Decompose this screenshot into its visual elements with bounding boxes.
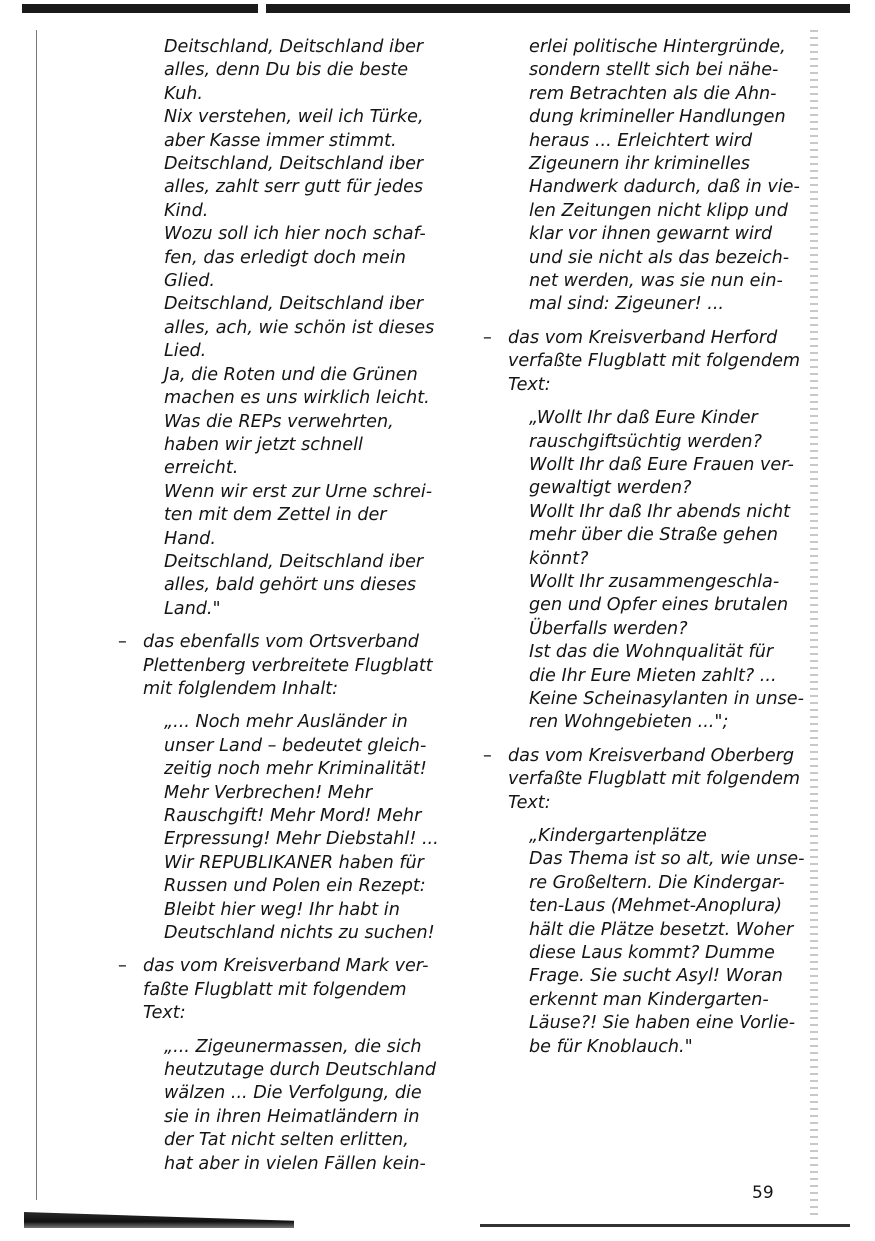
text-line: Wir REPUBLIKANER haben für: [164, 852, 424, 873]
text-line: Wozu soll ich hier noch schaf-: [164, 224, 426, 245]
list-item-text: [143, 955, 428, 1025]
text-line: alles, bald gehört uns dieses: [164, 575, 417, 596]
text-line: Wollt Ihr daß Ihr abends nicht: [529, 501, 790, 522]
text-line: „Wollt Ihr daß Eure Kinder: [529, 408, 758, 429]
quote-oberberg: [529, 825, 813, 1059]
text-line: und sie nicht als das bezeich-: [529, 247, 790, 268]
text-line: dung krimineller Handlungen: [529, 107, 786, 128]
text-line: Keine Scheinasylanten in unse-: [529, 688, 804, 709]
text-line: rem Betrachten als die Ahn-: [529, 83, 777, 104]
text-line: heutzutage durch Deutschland: [164, 1060, 437, 1081]
text-line: fen, das erledigt doch mein: [164, 247, 406, 268]
quote-mark: [164, 1036, 448, 1176]
text-line: „... Zigeunermassen, die sich: [164, 1036, 422, 1057]
text-line: ten mit dem Zettel in der: [164, 505, 387, 526]
text-line: die Ihr Eure Mieten zahlt? ...: [529, 665, 777, 686]
text-line: „... Noch mehr Ausländer in: [164, 712, 408, 733]
text-line: Das Thema ist so alt, wie unse-: [529, 849, 805, 870]
text-line: das ebenfalls vom Ortsverband: [143, 632, 419, 653]
text-line: haben wir jetzt schnell: [164, 434, 363, 455]
text-line: mal sind: Zigeuner! ...: [529, 294, 725, 315]
text-line: net werden, was sie nun ein-: [529, 271, 783, 292]
text-line: der Tat nicht selten erlitten,: [164, 1130, 409, 1151]
text-line: sondern stellt sich bei nähe-: [529, 60, 779, 81]
list-item-herford: [483, 327, 813, 397]
text-line: wälzen ... Die Verfolgung, die: [164, 1083, 422, 1104]
text-line: Deutschland nichts zu suchen!: [164, 923, 435, 944]
text-line: erlei politische Hintergründe,: [529, 37, 786, 57]
dash-bullet: –: [118, 956, 127, 977]
text-line: Deitschland, Deitschland iber: [164, 294, 424, 315]
text-line: ren Wohngebieten ...";: [529, 712, 729, 733]
text-line: Deitschland, Deitschland iber: [164, 154, 424, 175]
text-line: Rauschgift! Mehr Mord! Mehr: [164, 806, 422, 826]
text-line: das vom Kreisverband Oberberg: [508, 745, 795, 766]
text-line: Wollt Ihr daß Eure Frauen ver-: [529, 454, 794, 475]
text-line: Lied.: [164, 341, 207, 362]
text-line: Nix verstehen, weil ich Türke,: [164, 107, 424, 128]
text-line: Erpressung! Mehr Diebstahl! ...: [164, 829, 439, 850]
text-line: das vom Kreisverband Herford: [508, 327, 778, 348]
text-line: diese Laus kommt? Dumme: [529, 943, 775, 964]
text-line: Kind.: [164, 200, 209, 221]
text-line: Ist das die Wohnqualität für: [529, 642, 774, 663]
text-line: Ja, die Roten und die Grünen: [164, 364, 418, 385]
list-item-text: [143, 631, 433, 701]
text-line: Kuh.: [164, 83, 203, 104]
right-column: [483, 36, 813, 1069]
text-line: hält die Plätze besetzt. Woher: [529, 919, 794, 940]
text-line: Deitschland, Deitschland iber: [164, 551, 424, 572]
text-line: zeitig noch mehr Kriminalität!: [164, 759, 427, 780]
text-line: mehr über die Straße gehen: [529, 525, 779, 546]
text-line: alles, zahlt serr gutt für jedes: [164, 177, 424, 198]
text-line: Handwerk dadurch, daß in vie-: [529, 177, 800, 198]
scan-edge-gap: [258, 4, 266, 13]
text-line: Text:: [508, 792, 551, 813]
quote-herford: [529, 407, 813, 735]
text-line: Russen und Polen ein Rezept:: [164, 876, 426, 897]
text-line: Plettenberg verbreitete Flugblatt: [143, 655, 433, 676]
text-line: „Kindergartenplätze: [529, 826, 707, 846]
quote-mark-continuation: [529, 36, 813, 317]
text-line: gen und Opfer eines brutalen: [529, 595, 789, 616]
text-line: Text:: [508, 374, 551, 395]
text-line: sie in ihren Heimatländern in: [164, 1106, 420, 1127]
text-line: re Großeltern. Die Kindergar-: [529, 872, 785, 893]
text-line: ten-Laus (Mehmet-Anoplura): [529, 896, 782, 917]
scan-edge-bottom: [24, 1212, 294, 1228]
text-line: Deitschland, Deitschland iber: [164, 37, 424, 57]
text-line: verfaßte Flugblatt mit folgendem: [508, 769, 801, 790]
text-line: faßte Flugblatt mit folgendem: [143, 979, 407, 1000]
left-column: [118, 36, 448, 1186]
text-line: rauschgiftsüchtig werden?: [529, 431, 762, 452]
dash-bullet: –: [118, 632, 127, 653]
text-line: alles, denn Du bis die beste: [164, 60, 409, 81]
text-line: klar vor ihnen gewarnt wird: [529, 224, 773, 245]
text-line: gewaltigt werden?: [529, 478, 692, 499]
scan-edge-top: [22, 4, 850, 13]
text-line: Land.": [164, 598, 221, 619]
text-line: alles, ach, wie schön ist dieses: [164, 317, 435, 338]
text-line: Wenn wir erst zur Urne schrei-: [164, 481, 433, 502]
text-line: Bleibt hier weg! Ihr habt in: [164, 899, 400, 920]
scan-edge-left: [36, 30, 37, 1200]
text-line: unser Land – bedeutet gleich-: [164, 735, 427, 756]
text-line: Zigeunern ihr kriminelles: [529, 154, 750, 175]
text-line: Wollt Ihr zusammengeschla-: [529, 571, 780, 592]
list-item-oberberg: [483, 745, 813, 815]
text-line: verfaßte Flugblatt mit folgendem: [508, 351, 801, 372]
list-item-text: [508, 327, 800, 397]
text-line: len Zeitungen nicht klipp und: [529, 200, 788, 221]
text-line: Läuse?! Sie haben eine Vorlie-: [529, 1013, 796, 1034]
text-line: das vom Kreisverband Mark ver-: [143, 956, 429, 977]
text-line: erkennt man Kindergarten-: [529, 989, 769, 1010]
page-number: 59: [752, 1183, 774, 1203]
list-item-text: [508, 745, 800, 815]
text-line: Frage. Sie sucht Asyl! Woran: [529, 966, 783, 987]
text-line: machen es uns wirklich leicht.: [164, 388, 430, 409]
text-line: hat aber in vielen Fällen kein-: [164, 1153, 426, 1174]
quote-plettenberg: [164, 711, 448, 945]
text-line: erreicht.: [164, 458, 239, 479]
scan-edge-bottom-right: [480, 1224, 850, 1227]
list-item-plettenberg: [118, 631, 448, 701]
text-line: Glied.: [164, 271, 215, 292]
text-line: könnt?: [529, 548, 589, 569]
list-item-mark: [118, 955, 448, 1025]
text-line: Text:: [143, 1003, 186, 1024]
dash-bullet: –: [483, 327, 492, 348]
text-line: Überfalls werden?: [529, 618, 688, 639]
text-line: Mehr Verbrechen! Mehr: [164, 782, 373, 803]
text-line: heraus ... Erleichtert wird: [529, 130, 753, 151]
poem-continuation: [164, 36, 448, 621]
text-line: mit folglendem Inhalt:: [143, 678, 339, 699]
text-line: be für Knoblauch.": [529, 1036, 693, 1057]
dash-bullet: –: [483, 745, 492, 766]
text-line: Was die REPs verwehrten,: [164, 411, 394, 432]
text-line: Hand.: [164, 528, 216, 549]
text-line: aber Kasse immer stimmt.: [164, 130, 397, 151]
